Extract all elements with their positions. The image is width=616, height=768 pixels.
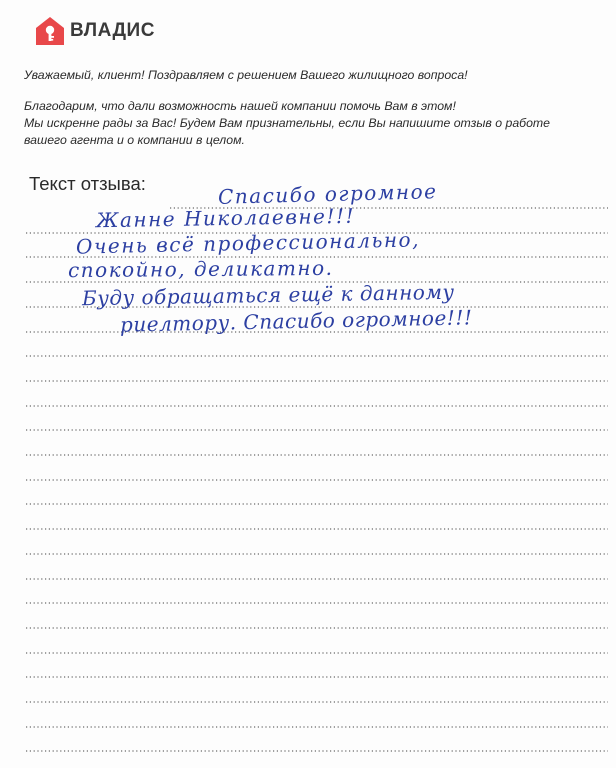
greeting-line: Уважаемый, клиент! Поздравляем с решением Вашего жилищного вопроса! xyxy=(24,68,468,82)
logo-text: ВЛАДИС xyxy=(70,20,155,41)
handwriting-line: Жанне Николаевне!!! xyxy=(95,203,356,233)
handwriting-line: Спасибо огромное xyxy=(217,179,438,209)
handwriting-line: Очень всё профессионально, xyxy=(75,227,421,259)
thanks-paragraph: Благодарим, что дали возможность нашей компании помочь Вам в этом! Мы искренне рады за Вас! Будем Вам признательны, если Вы напишите отзыв о работе вашего агента и о компании в целом. xyxy=(24,99,551,147)
handwriting-line: риелтору. Спасибо огромное!!! xyxy=(119,305,473,337)
review-heading: Текст отзыва: xyxy=(29,173,146,194)
handwriting-line: Буду обращаться ещё к данному xyxy=(81,279,455,311)
handwriting-line: спокойно, деликатно. xyxy=(67,255,334,283)
